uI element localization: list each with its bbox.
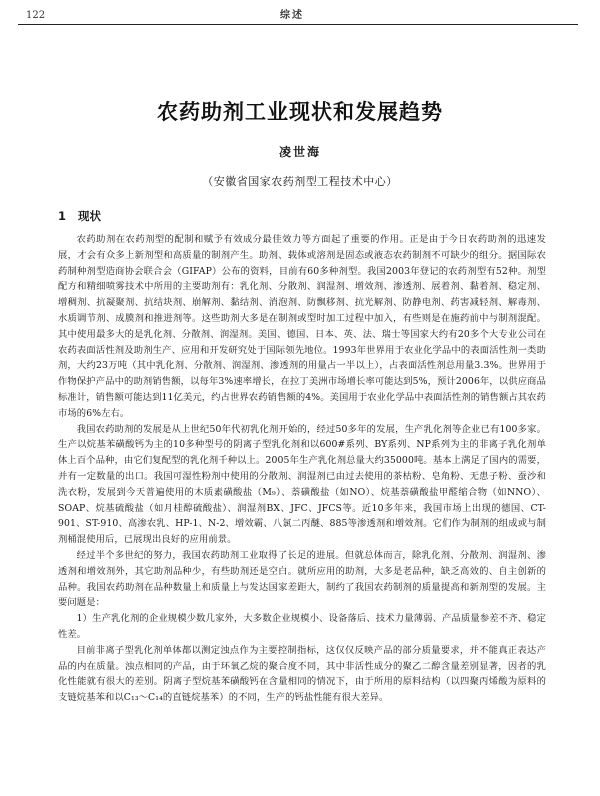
section-number: 1 [58, 209, 67, 223]
article-body [58, 232, 546, 792]
page-number: 122 [26, 10, 46, 21]
section-title: 现状 [78, 209, 102, 223]
body-paragraph: 我国农药助剂的发展是从上世纪50年代初乳化剂开始的，经过50多年的发展，生产乳化剂等企业已有100多家。生产以烷基苯磺酸钙为主的10多种型号的阴离子型乳化剂和以600#系列、BY系列、NP系列为主的非离子乳化剂单体上百个品种，由它们复配型的乳化剂千种以上。2005年生产乳化剂总量大约35000吨。基本上满足了国内的需要，并有一定数量的出口。我国可湿性粉剂中使用的分散剂、润湿剂已由过去使用的茶枯粉、皂角粉、无患子粉、蚕沙和洗衣粉，发展到今天普遍使用的木质素磺酸盐（M₉）、萘磺酸盐（如NO）、烷基萘磺酸盐甲醛缩合物（如NNO）、SOAP、烷基硫酸盐（如月桂醇硫酸盐）、润湿剂BX、JFC、JFCS等。近10多年来，我国市场上出现的德国、CT-901、ST-910、高渗农乳、HP-1、N-2、增效霸、八氯二丙醚、885等渗透剂和增效剂。它们作为制剂的组成或与制剂桶混使用后，已展现出良好的应用前景。 [58, 423, 546, 546]
body-paragraph: 经过半个多世纪的努力，我国农药助剂工业取得了长足的进展。但就总体而言，除乳化剂、分散剂、润湿剂、渗透剂和增效剂外，其它助剂品种少，有些助剂还是空白。就所应用的助剂，大多是老品种，缺乏高效的、自主创新的品种。我国农药助剂在品种数量上和质量上与发达国家差距大，制约了我国农药制剂的质量提高和新剂型的发展。主要问题是： [58, 549, 546, 609]
body-paragraph: 农药助剂在农药剂型的配制和赋予有效成分最佳效力等方面起了重要的作用。正是由于今日农药助剂的迅速发展，才会有众多上新剂型和高质量的制剂产生。助剂、载体或溶剂是固态或液态农药制剂不可缺少的组分。据国际农药制种剂型造商协会联合会（GIFAP）公布的资料，目前有60多种剂型。我国2003年登记的农药剂型有52种。剂型配方和精细喷雾技术中所用的主要助剂有：乳化剂、分散剂、润湿剂、增效剂、渗透剂、展着剂、黏着剂、稳定剂、增稠剂、抗凝聚剂、抗结块剂、崩解剂、黏结剂、消泡剂、防飘移剂、抗光解剂、防静电剂、药害减轻剂、解毒剂、水质调节剂、成膜剂和推进剂等。这些助剂大多是在制剂或型时加工过程中加入，有些则是在施药前中与制剂混配。其中使用最多大的是乳化剂、分散剂、润湿剂。美国、德国、日本、英、法、瑞士等国家大约有20多个大专业公司在农药表面活性剂及助剂生产、应用和开发研究处于国际领先地位。1993年世界用于农业化学品中的表面活性剂一类助剂，大约23万吨（其中乳化剂、分散剂、润湿剂、渗透剂的用量占一半以上），占表面活性剂总用量3.3%。世界用于作物保护产品中的助剂销售额，以每年3%速率增长，在拉丁美洲市场增长率可能达到5%，预计2006年，以供应商品标准计，销售额可能达到11亿美元，约占世界农药销售额的4%。美国用于农业化学品中表面活性剂的销售额占其农药市场的6%左右。 [58, 234, 546, 419]
section-heading [58, 208, 101, 224]
column-name: 综述 [280, 10, 304, 21]
article-title: 农药助剂工业现状和发展趋势 [157, 100, 443, 124]
article-author: 凌世海 [278, 145, 321, 159]
author-affiliation: （安徽省国家农药剂型工程技术中心） [202, 175, 398, 188]
header-rule [18, 24, 578, 25]
body-paragraph: 目前非离子型乳化剂单体都以测定浊点作为主要控制指标，这仅仅反映产品的部分质量要求，并不能真正表达产品的内在质量。浊点相同的产品，由于环氧乙烷的聚合度不同，其中非活性成分的聚乙二醇含量差别显著，因者的乳化性能就有很大的差别。阴离子型烷基苯磺酸钙在含量相同的情况下，由于所用的原料结构（以四聚丙烯酸为原料的支链烷基苯和以C₁₃～C₁₄的直链烷基苯）的不同，生产的钙盐性能有很大差异。 [58, 644, 546, 704]
numbered-item: 1）生产乳化剂的企业规模少数几家外，大多数企业规模小、设备落后、技术力量薄弱、产品质量参差不齐、稳定性差。 [58, 613, 546, 640]
